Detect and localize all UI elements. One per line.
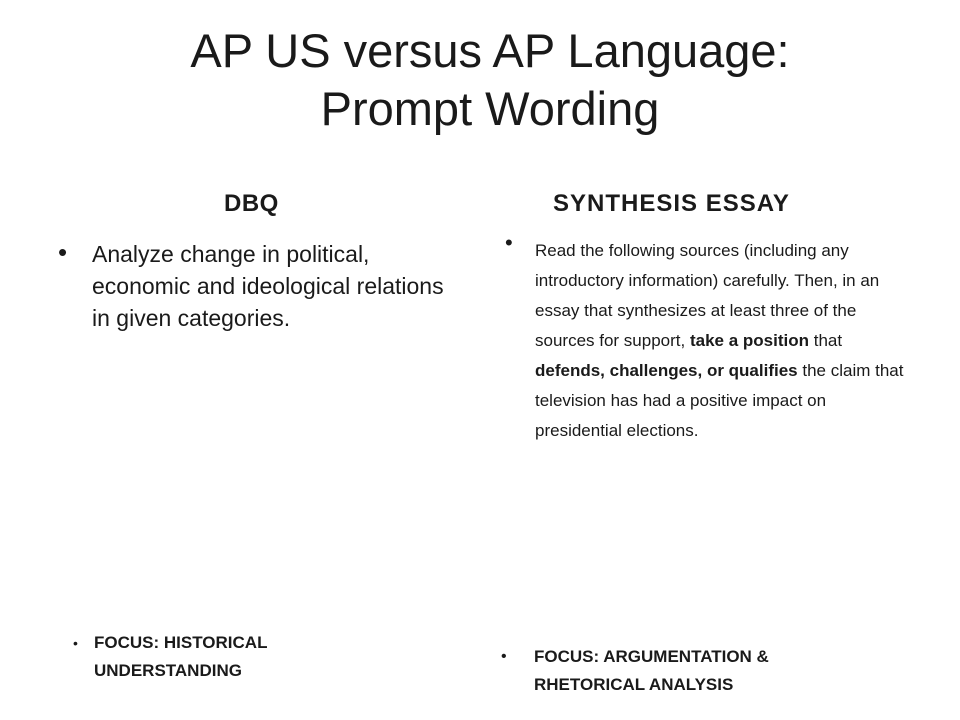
dbq-focus-text: FOCUS: HISTORICAL UNDERSTANDING bbox=[94, 633, 268, 680]
bullet-icon: • bbox=[73, 635, 78, 651]
synthesis-prompt-text bbox=[535, 236, 905, 446]
synthesis-essay-heading: SYNTHESIS ESSAY bbox=[553, 190, 790, 217]
bullet-icon: • bbox=[58, 237, 68, 267]
prompt-bold-phrase: defends, challenges, or qualifies bbox=[535, 361, 798, 380]
prompt-text-part: Read the following sources (including any introductory information) carefully. Then, in an essay that synthesizes at least three of the sources for support, bbox=[535, 241, 880, 350]
synthesis-focus-text: FOCUS: ARGUMENTATION & RHETORICAL ANALYSIS bbox=[534, 647, 769, 694]
bullet-icon: • bbox=[505, 230, 513, 255]
title-line-1: AP US versus AP Language: bbox=[190, 24, 790, 77]
prompt-text-part: the claim that television has had a positive impact on presidential elections. bbox=[535, 361, 904, 440]
dbq-heading: DBQ bbox=[224, 190, 279, 217]
prompt-text-part: that bbox=[809, 331, 843, 350]
dbq-prompt-text: Analyze change in political, economic and ideological relations in given categories. bbox=[92, 241, 444, 331]
bullet-icon: • bbox=[501, 648, 507, 665]
prompt-bold-phrase: take a position bbox=[689, 331, 809, 350]
slide-title bbox=[60, 22, 920, 138]
title-line-2: Prompt Wording bbox=[320, 82, 660, 135]
